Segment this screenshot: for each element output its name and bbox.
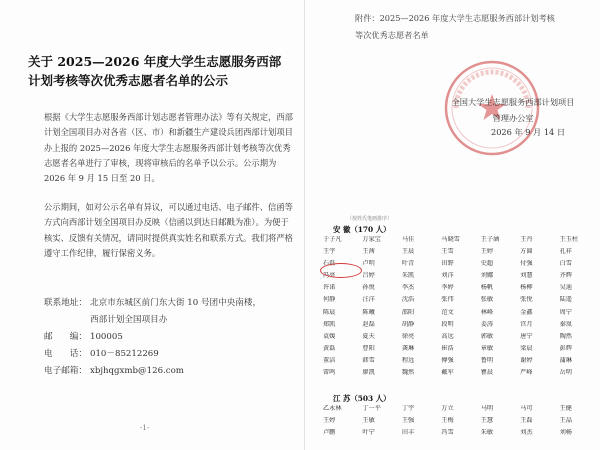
volunteer-name: 廖凯: [362, 369, 375, 377]
volunteer-name: 段明: [441, 320, 454, 328]
volunteer-name: 唐宁: [520, 332, 533, 340]
volunteer-name: 周宁: [559, 308, 572, 316]
volunteer-name: 马可: [520, 405, 533, 412]
volunteer-name: 王敏: [362, 417, 375, 425]
volunteer-name: 张伟: [441, 296, 454, 304]
contact-value: 西部计划全国项目办: [90, 315, 168, 325]
province-header-jiangsu: 江 苏（503 人）: [333, 394, 391, 403]
volunteer-name: 范文: [441, 308, 454, 316]
volunteer-name: 叶青: [401, 260, 415, 268]
volunteer-name: 严峰: [520, 369, 533, 377]
volunteer-name: 崔浩: [441, 344, 454, 352]
volunteer-name: 邵阳: [401, 308, 415, 316]
attachment-page: [305, 0, 600, 450]
volunteer-name: 马佳: [401, 236, 415, 243]
volunteer-name: 朱凯: [401, 272, 415, 280]
volunteer-name: 王健: [559, 405, 572, 412]
volunteer-name: 朱敏: [480, 429, 494, 437]
volunteer-name-list: [317, 216, 595, 450]
volunteer-name: 董洁: [323, 356, 336, 364]
volunteer-name: 曹阳: [362, 344, 375, 352]
volunteer-name: 吕婷: [362, 272, 375, 280]
volunteer-name: 瞿晨: [480, 369, 494, 377]
list-sort-note: （按姓氏笔画排序）: [347, 216, 393, 222]
contact-label: 电子邮箱：: [44, 366, 87, 376]
volunteer-name: 王婷: [480, 248, 494, 256]
volunteer-name: 郑凯: [323, 320, 336, 328]
page-number: -1-: [140, 424, 150, 432]
volunteer-name: 王晨: [401, 248, 415, 256]
volunteer-name: 白雪: [559, 260, 572, 268]
volunteer-name: 杨帆: [480, 284, 494, 292]
notice-paragraph-2: 公示期间，如对公示名单有异议，可以通过电话、电子邮件、信函等方式向西部计划全国项目办反映（信函以到达日邮戳为准）。为便于核实、反馈有关情况，请同时提供真实姓名和联系方式。我们将严格遵守工作纪律，履行保密义务。: [44, 202, 293, 258]
names-grid-jiangsu: [323, 405, 595, 437]
contact-value: 100005: [90, 332, 123, 342]
volunteer-name: 杨柳: [520, 284, 533, 292]
volunteer-name: 王婷: [323, 417, 336, 425]
volunteer-name: 赵磊: [362, 320, 375, 328]
volunteer-name: 胡静: [401, 320, 415, 328]
volunteer-name: 雷鸣: [323, 369, 336, 377]
notice-paragraph-1: 根据《大学生志愿服务西部计划志愿者管理办法》等有关规定，西部计划全国项目办对各省（区、市）和新疆生产建设兵团西部计划项目办上报的 2025—2026 年度大学生志愿服务西部计划考核等次优秀志愿者名单进行了审核，现将审核后的名单予以公示。公示期为 2026 年 9 月 15 日至 20 日。: [44, 112, 293, 184]
volunteer-name: 王茜: [362, 248, 375, 256]
volunteer-name: 方圆: [520, 248, 533, 256]
volunteer-name: 林峰: [480, 308, 494, 316]
volunteer-name: 陆遥: [559, 296, 572, 304]
volunteer-name: 王宇: [323, 248, 336, 256]
volunteer-name: 鲁明: [480, 356, 494, 364]
volunteer-name: 付强: [520, 260, 533, 268]
volunteer-name: 章敏: [480, 344, 494, 352]
volunteer-name: 傅强: [441, 356, 454, 364]
contact-value: xbjhqgxmb@126.com: [90, 366, 184, 376]
volunteer-name: 许诺: [323, 284, 336, 292]
volunteer-name: 田野: [441, 260, 454, 268]
notice-title: 关于 2025—2026 年度大学生志愿服务西部计划考核等次优秀志愿者名单的公示: [28, 54, 282, 88]
volunteer-name: 孔祥: [559, 248, 572, 256]
names-grid-anhui: [323, 236, 595, 377]
volunteer-name: 彭辉: [559, 344, 572, 352]
volunteer-name: 王梅: [441, 417, 454, 425]
volunteer-name: 冯亮: [323, 272, 336, 280]
volunteer-name: 宫月: [520, 320, 533, 328]
volunteer-name: 孙悦: [362, 284, 375, 292]
volunteer-name: 张悦: [520, 296, 533, 304]
volunteer-name: 魏然: [401, 369, 415, 377]
volunteer-name: 戴军: [441, 369, 454, 377]
province-header-anhui: 安 徽（170 人）: [333, 225, 391, 234]
volunteer-name: 王玉柱: [559, 236, 579, 243]
volunteer-name: 梁晨: [520, 344, 533, 352]
volunteer-name: 石磊: [323, 260, 336, 268]
volunteer-name: 李婷: [441, 284, 454, 292]
contact-label: 联系地址：: [44, 298, 87, 308]
volunteer-name: 郭敏: [480, 332, 494, 340]
contact-label: 电 话：: [44, 349, 87, 359]
volunteer-name: 史超: [480, 260, 494, 268]
volunteer-name: 王磊: [520, 417, 533, 425]
volunteer-name: 马明: [480, 405, 494, 412]
volunteer-name: 金鑫: [520, 308, 533, 316]
highlight-circle: [320, 263, 362, 278]
volunteer-name: 王丹: [520, 236, 533, 243]
volunteer-name: 齐辉: [559, 272, 572, 280]
volunteer-name: 程远: [401, 356, 415, 364]
volunteer-name: 陈曦: [362, 308, 375, 316]
volunteer-name: 沈浩: [401, 296, 415, 304]
volunteer-name: 秦岚: [559, 320, 572, 328]
volunteer-name: 刘慧: [520, 272, 533, 280]
volunteer-name: 王强: [401, 417, 415, 425]
volunteer-name: 陈晨: [323, 308, 336, 316]
volunteer-name: 王子涵: [480, 236, 500, 243]
volunteer-name: 龚琳: [401, 344, 415, 352]
volunteer-name: 田丰: [401, 429, 415, 437]
volunteer-name: 吴迪: [559, 284, 572, 292]
volunteer-name: 丁一平: [362, 405, 381, 412]
volunteer-name: 夏天: [362, 332, 375, 340]
volunteer-name: 徐亮: [401, 332, 415, 340]
contact-label: 邮 编：: [44, 332, 87, 342]
volunteer-name: 袁媛: [323, 332, 336, 340]
volunteer-name: 刘杰: [520, 429, 533, 437]
volunteer-name: 刘洋: [441, 272, 454, 280]
attachment-title: 附件：2025—2026 年度大学生志愿服务西部计划考核等次优秀志愿者名单: [355, 13, 555, 40]
volunteer-name: 岳明: [559, 369, 572, 377]
volunteer-name: 蒲琳: [559, 356, 572, 364]
volunteer-name: 王雪: [441, 248, 454, 256]
volunteer-name: 韩雪: [362, 356, 375, 364]
volunteer-name: 李杰: [401, 284, 415, 292]
volunteer-name: 陶然: [559, 332, 572, 340]
volunteer-name: 叶宁: [362, 429, 375, 437]
volunteer-name: 卢鹏: [323, 429, 336, 437]
volunteer-name: 刘娜: [480, 272, 494, 280]
volunteer-name: 丁宇: [401, 405, 415, 412]
contact-value: 010－85212269: [90, 349, 159, 359]
volunteer-name: 谢婷: [520, 356, 533, 364]
volunteer-name: 张敏: [480, 296, 494, 304]
issue-date: 2026 年 9 月 14 日: [491, 127, 566, 137]
volunteer-name: 刘畅: [559, 429, 572, 437]
volunteer-name: 万家宝: [362, 236, 381, 243]
volunteer-name: 万立: [441, 405, 454, 412]
volunteer-name: 汪洋: [362, 296, 375, 304]
volunteer-name: 马晓雪: [441, 236, 460, 243]
volunteer-name: 高远: [441, 332, 454, 340]
volunteer-name: 卢明: [362, 260, 375, 268]
volunteer-name: 王慧: [480, 417, 494, 425]
volunteer-name: 冯雪: [441, 429, 454, 437]
issuer-name: 全国大学生志愿服务西部计划项目管理办公室: [451, 97, 575, 123]
volunteer-name: 于子凡: [323, 236, 342, 243]
volunteer-name: 王晶: [559, 417, 572, 425]
volunteer-name: 何静: [323, 296, 336, 304]
volunteer-name: 黄磊: [323, 344, 336, 352]
contact-value: 北京市东城区前门东大街 10 号团中央南楼，: [90, 298, 262, 308]
volunteer-name: 姜涛: [480, 320, 494, 328]
volunteer-name: 乙永林: [323, 405, 342, 412]
